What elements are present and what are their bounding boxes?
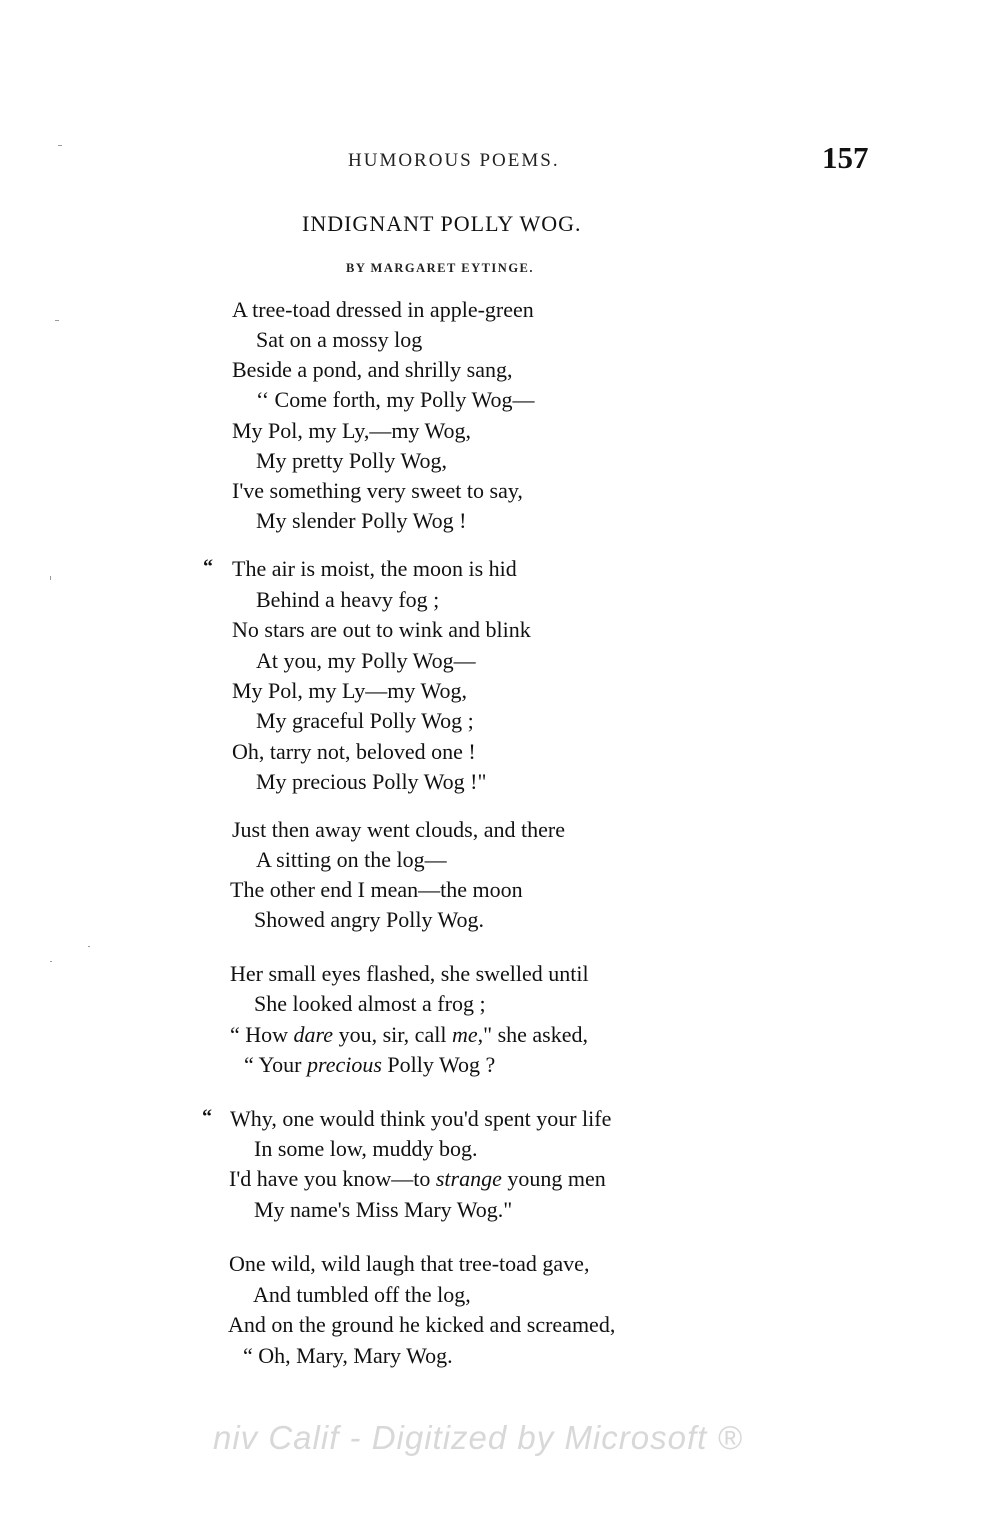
poem-line: A tree-toad dressed in apple-green: [232, 297, 534, 322]
poem-line: My name's Miss Mary Wog.": [254, 1197, 513, 1222]
poem-line: She looked almost a frog ;: [254, 991, 486, 1016]
poem-line: I'd have you know—to strange young men: [229, 1166, 606, 1191]
poem-line: At you, my Polly Wog—: [256, 648, 476, 673]
poem-line: Behind a heavy fog ;: [256, 587, 440, 612]
poem-line: “ Oh, Mary, Mary Wog.: [243, 1343, 453, 1368]
scan-speck: [50, 961, 52, 962]
poem-line: Beside a pond, and shrilly sang,: [232, 357, 513, 382]
poem-line: My pretty Polly Wog,: [256, 448, 447, 473]
poem-line: My slender Polly Wog !: [256, 508, 467, 533]
poem-byline: BY MARGARET EYTINGE.: [346, 261, 535, 275]
poem-line: ‘‘ Come forth, my Polly Wog—: [256, 387, 535, 412]
poem-title: INDIGNANT POLLY WOG.: [302, 211, 582, 236]
digitization-watermark: niv Calif - Digitized by Microsoft ®: [213, 1419, 743, 1456]
poem-line: Oh, tarry not, beloved one !: [232, 739, 476, 764]
poem-line: My graceful Polly Wog ;: [256, 708, 474, 733]
poem-line: Showed angry Polly Wog.: [254, 907, 485, 932]
poem-line: My Pol, my Ly—my Wog,: [232, 678, 467, 703]
poem-line: One wild, wild laugh that tree-toad gave,: [229, 1251, 590, 1276]
running-head: HUMOROUS POEMS.: [348, 150, 560, 171]
poem-line: I've something very sweet to say,: [232, 478, 523, 503]
poem-line: The air is moist, the moon is hid: [232, 556, 517, 581]
poem-line: My precious Polly Wog !": [256, 769, 487, 794]
scan-speck: [55, 320, 59, 321]
scan-speck: [50, 576, 51, 580]
poem-line: “ Your precious Polly Wog ?: [244, 1052, 496, 1077]
scan-speck: [58, 145, 62, 146]
poem-line: Her small eyes flashed, she swelled until: [230, 961, 589, 986]
poem-line: No stars are out to wink and blink: [232, 617, 531, 642]
stanza-open-quote: “: [203, 556, 213, 578]
poem-line: Why, one would think you'd spent your life: [230, 1106, 612, 1131]
poem-line: And tumbled off the log,: [253, 1282, 471, 1307]
page-number: 157: [822, 140, 869, 175]
poem-line: “ How dare you, sir, call me," she asked,: [230, 1022, 588, 1047]
poem-line: In some low, muddy bog.: [254, 1136, 478, 1161]
poem-line: A sitting on the log—: [256, 847, 447, 872]
stanza-open-quote: “: [202, 1106, 212, 1128]
poem-line: Sat on a mossy log: [256, 327, 423, 352]
poem-line: And on the ground he kicked and screamed,: [228, 1312, 616, 1337]
scan-speck: [88, 946, 90, 947]
poem-line: Just then away went clouds, and there: [232, 817, 565, 842]
poem-line: My Pol, my Ly,—my Wog,: [232, 418, 472, 443]
poem-line: The other end I mean—the moon: [230, 877, 523, 902]
